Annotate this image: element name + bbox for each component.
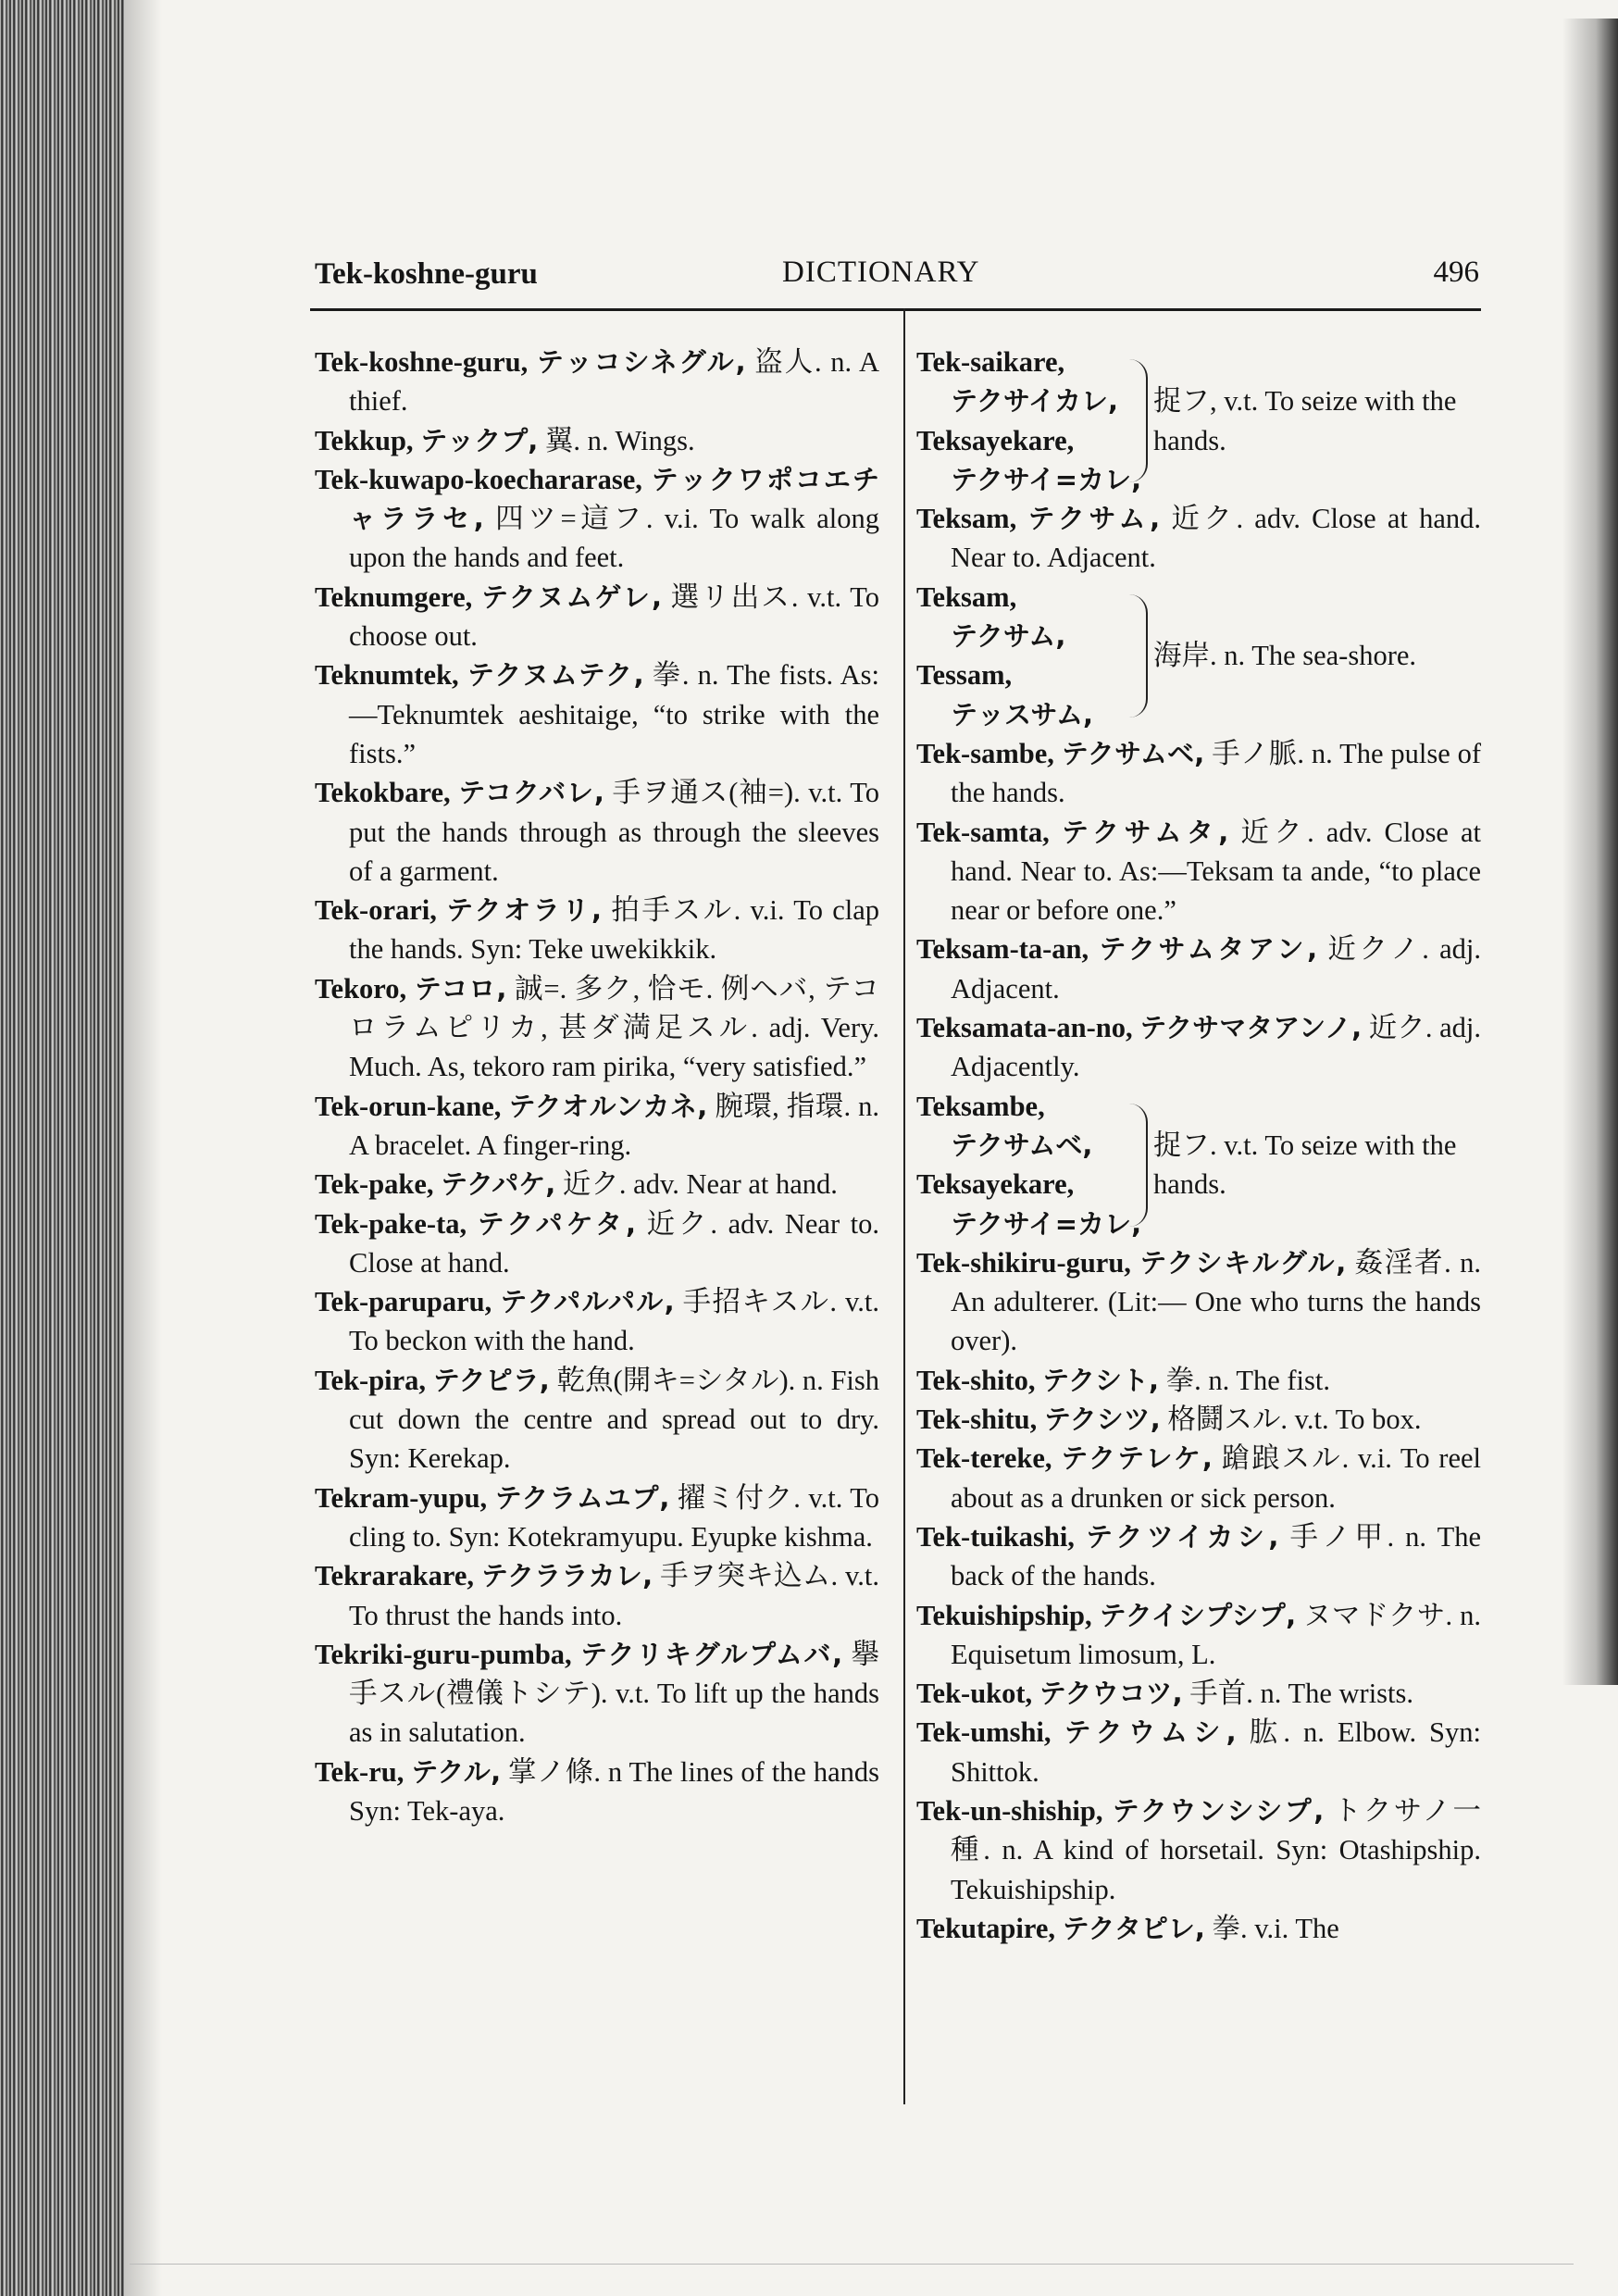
kana-reading: テクピラ, <box>432 1364 550 1396</box>
definition: 翼. n. Wings. <box>544 424 695 456</box>
running-header <box>315 248 1481 304</box>
definition: 姦淫者. n. An adulterer. (Lit:— One who turns the hands over). <box>951 1246 1482 1357</box>
kana-reading: テクパルパル, <box>500 1286 675 1318</box>
dictionary-entry <box>315 1635 879 1753</box>
kana-reading: テクサイ=カレ, <box>951 463 1142 495</box>
dictionary-entry <box>916 1909 1481 1948</box>
headword: Tek-pake-ta, <box>315 1207 467 1240</box>
headword: Tek-tereke, <box>916 1442 1052 1475</box>
definition: 格鬪スル. v.t. To box. <box>1167 1404 1422 1436</box>
dictionary-entry <box>315 773 879 891</box>
braced-entry-group <box>916 1087 1481 1243</box>
headword: Tek-shikiru-guru, <box>916 1246 1131 1279</box>
headword: Teksayekare, <box>916 424 1075 456</box>
entry-list <box>916 1243 1481 1948</box>
kana-reading: テッコシネグル, <box>536 346 746 378</box>
left-column <box>315 343 879 1830</box>
definition: 腕環, 指環. n. A bracelet. A finger-ring. <box>349 1090 880 1161</box>
dictionary-entry <box>315 891 879 969</box>
definition: 近ク. adv. Close at hand. Near to. As:—Teksam ta ande, “to place near or before one.” <box>951 816 1482 927</box>
dictionary-entry <box>315 1556 879 1635</box>
dictionary-entry <box>315 1361 879 1479</box>
dictionary-entry <box>916 1713 1481 1791</box>
dictionary-entry <box>916 1596 1481 1675</box>
headword: Teknumgere, <box>315 580 473 613</box>
kana-reading: テクイシプシプ, <box>1099 1599 1297 1631</box>
headword: Tek-pira, <box>315 1364 427 1396</box>
headword: Teksamata-an-no, <box>916 1012 1133 1044</box>
dictionary-entry <box>315 1204 879 1283</box>
definition: 拳. n. The fist. <box>1165 1364 1330 1396</box>
headword: Tek-kuwapo-koechararase, <box>315 463 642 495</box>
headword: Tekkup, <box>315 424 414 456</box>
book-binding-scan-edge <box>0 0 125 2296</box>
headword: Teksayekare, <box>916 1168 1075 1201</box>
kana-reading: テコクバレ, <box>458 777 604 809</box>
page-number: 496 <box>1433 256 1479 289</box>
dictionary-entry <box>916 1674 1481 1713</box>
kana-reading: テクヌムテク, <box>467 659 644 692</box>
definition: ヌマドクサ. n. Equisetum limosum, L. <box>951 1599 1482 1670</box>
kana-reading: テクパケ, <box>441 1168 556 1201</box>
headword: Tekuishipship, <box>916 1599 1092 1631</box>
dictionary-entry <box>916 930 1481 1008</box>
kana-reading: テクサムベ, <box>951 1129 1093 1161</box>
kana-reading: テクウコツ, <box>1039 1678 1183 1710</box>
headword: Teksam, <box>916 503 1017 535</box>
brace <box>1129 1104 1148 1227</box>
page-edge-shadow <box>1562 19 1618 1685</box>
kana-reading: テクシキルグル, <box>1139 1246 1347 1279</box>
kana-reading: テクサムタ, <box>1061 816 1229 848</box>
definition: トクサノ一種. n. A kind of horsetail. Syn: Otashipship. Tekuishipship. <box>951 1794 1481 1905</box>
definition: 拍手スル. v.i. To clap the hands. Syn: Teke uwekikkik. <box>349 894 879 966</box>
definition: 近クノ. adj. Adjacent. <box>951 933 1481 1004</box>
kana-reading: テクウンシシプ, <box>1112 1794 1325 1827</box>
headword: Tekram-yupu, <box>315 1481 488 1514</box>
dictionary-entry <box>916 734 1481 813</box>
kana-reading: テクタピレ, <box>1062 1912 1205 1944</box>
definition: 近ク. adj. Adjacently. <box>951 1012 1482 1083</box>
kana-reading: テコロ, <box>414 972 507 1004</box>
headword: Tek-ukot, <box>916 1678 1033 1710</box>
kana-reading: テクララカレ, <box>480 1560 653 1592</box>
headword: Tek-samta, <box>916 816 1050 848</box>
definition: 手ノ甲. n. The back of the hands. <box>951 1520 1482 1592</box>
dictionary-entry <box>916 1243 1481 1361</box>
kana-reading: テクサム, <box>1027 503 1161 535</box>
kana-reading: テックワポコエチャララセ, <box>349 463 879 535</box>
kana-reading: テクツイカシ, <box>1086 1520 1279 1553</box>
kana-reading: テクウムシ, <box>1064 1716 1237 1749</box>
definition: 手ヲ通ス(袖=). v.t. To put the hands through as through the sleeves of a garment. <box>349 777 880 887</box>
brace <box>1129 594 1148 718</box>
headword: Tek-orun-kane, <box>315 1090 502 1122</box>
definition: 擢ミ付ク. v.t. To cling to. Syn: Kotekramyupu. Eyupke kishma. <box>349 1481 880 1553</box>
headword: Tek-ru, <box>315 1755 404 1788</box>
kana-reading: テクサムタアン, <box>1099 933 1318 966</box>
dictionary-entry <box>315 969 879 1087</box>
headword: Tekokbare, <box>315 777 451 809</box>
dictionary-entry <box>916 499 1481 578</box>
headword: Tek-sambe, <box>916 737 1054 769</box>
kana-reading: テッスサム, <box>951 698 1093 730</box>
right-column <box>916 343 1481 1948</box>
headword: Tek-shito, <box>916 1364 1036 1396</box>
headword: Tek-koshne-guru, <box>315 346 529 378</box>
dictionary-entry <box>315 1165 879 1204</box>
definition: 拳. n. The fists. As:—Teknumtek aeshitaige, “to strike with the fists.” <box>349 659 880 769</box>
headword: Teksam-ta-an, <box>916 933 1089 966</box>
definition: 誠=. 多ク, 恰モ. 例ヘバ, テコロラムピリカ, 甚ダ満足スル. adj. Very. Much. As, tekoro ram pirika, “very satisfied.” <box>349 972 880 1083</box>
definition: 拳. v.i. The <box>1212 1912 1339 1944</box>
headword: Teknumtek, <box>315 659 459 692</box>
header-rule <box>310 308 1481 311</box>
kana-reading: テクサマタアンノ, <box>1139 1012 1363 1044</box>
definition: 手首. n. The wrists. <box>1189 1678 1414 1710</box>
dictionary-entry <box>916 1791 1481 1909</box>
definition: 捉フ, v.t. To seize with the hands. <box>1153 385 1457 456</box>
headword: Tekriki-guru-pumba, <box>315 1638 572 1670</box>
guide-word: Tek-koshne-guru <box>315 257 538 291</box>
headword: Tek-umshi, <box>916 1716 1052 1749</box>
entry-list <box>916 734 1481 1087</box>
headword: Tek-saikare, <box>916 346 1065 378</box>
kana-reading: テクテレケ, <box>1061 1442 1213 1475</box>
definition: 擧手スル(禮儀トシテ). v.t. To lift up the hands as in salutation. <box>349 1638 880 1749</box>
definition: 乾魚(開キ=シタル). n. Fish cut down the centre and spread out to dry. Syn: Kerekap. <box>349 1364 880 1475</box>
dictionary-entry <box>315 421 879 460</box>
headword: Tek-tuikashi, <box>916 1520 1075 1553</box>
definition: 手招キスル. v.t. To beckon with the hand. <box>349 1286 879 1357</box>
headword: Tekutapire, <box>916 1912 1055 1944</box>
headword: Tekoro, <box>315 972 407 1004</box>
braced-entry-group <box>916 343 1481 499</box>
dictionary-entry <box>315 1282 879 1361</box>
kana-reading: テクル, <box>411 1755 502 1788</box>
definition: 掌ノ條. n The lines of the hands Syn: Tek-aya. <box>349 1755 880 1827</box>
definition: 近ク. adv. Near to. Close at hand. <box>349 1207 880 1279</box>
kana-reading: テクサム, <box>951 620 1066 653</box>
kana-reading: テクラムユプ, <box>494 1481 670 1514</box>
definition: 手ヲ突キ込ム. v.t. To thrust the hands into. <box>349 1560 880 1631</box>
headword: Tek-pake, <box>315 1168 434 1201</box>
headword: Tek-orari, <box>315 894 437 927</box>
kana-reading: テクサイカレ, <box>951 385 1118 418</box>
kana-reading: テクサムベ, <box>1061 737 1205 769</box>
definition: 盗人. n. A thief. <box>349 346 880 418</box>
gutter-shadow <box>125 0 162 2296</box>
kana-reading: テクヌムゲレ, <box>480 580 662 613</box>
dictionary-entry <box>315 1479 879 1557</box>
headword: Teksam, <box>916 580 1017 613</box>
dictionary-entry <box>315 578 879 656</box>
dictionary-entry <box>315 1087 879 1166</box>
column-divider <box>903 308 905 2104</box>
definition: 選リ出ス. v.t. To choose out. <box>349 580 879 653</box>
braced-entry-group <box>916 578 1481 734</box>
dictionary-entry <box>916 1008 1481 1087</box>
page-bottom-edge <box>130 2264 1574 2265</box>
dictionary-entry <box>916 1400 1481 1439</box>
headword: Tek-un-shiship, <box>916 1794 1103 1827</box>
headword: Teksambe, <box>916 1090 1045 1122</box>
dictionary-entry <box>916 1361 1481 1400</box>
definition: 四ツ=這フ. v.i. To walk along upon the hands and feet. <box>349 503 879 574</box>
kana-reading: テクリキグルプムバ, <box>580 1638 843 1670</box>
headword: Tek-shitu, <box>916 1404 1038 1436</box>
kana-reading: テクオラリ, <box>446 894 603 927</box>
kana-reading: テクシト, <box>1042 1364 1160 1396</box>
dictionary-entry <box>315 655 879 773</box>
dictionary-entry <box>315 343 879 421</box>
dictionary-entry <box>916 813 1481 930</box>
definition: 肱. n. Elbow. Syn: Shittok. <box>951 1716 1481 1788</box>
kana-reading: テクオルンカネ, <box>508 1090 708 1122</box>
page-title: DICTIONARY <box>782 256 980 289</box>
definition: 手ノ脈. n. The pulse of the hands. <box>951 737 1482 809</box>
kana-reading: テクパケタ, <box>477 1207 636 1240</box>
headword: Tekrarakare, <box>315 1560 474 1592</box>
dictionary-entry <box>916 1517 1481 1596</box>
kana-reading: テクサイ=カレ, <box>951 1207 1142 1240</box>
definition: 海岸. n. The sea-shore. <box>1153 640 1417 672</box>
brace <box>1129 359 1148 482</box>
headword: Tek-paruparu, <box>315 1286 492 1318</box>
kana-reading: テクシツ, <box>1043 1404 1161 1436</box>
dictionary-entry <box>315 1753 879 1831</box>
headword: Tessam, <box>916 659 1013 692</box>
dictionary-entry <box>916 1439 1481 1517</box>
definition: 近ク. adv. Close at hand. Near to. Adjacent. <box>951 503 1481 574</box>
kana-reading: テックプ, <box>420 424 539 456</box>
definition: 蹌踉スル. v.i. To reel about as a drunken or sick person. <box>951 1442 1482 1514</box>
dictionary-entry <box>315 460 879 578</box>
definition: 捉フ. v.t. To seize with the hands. <box>1153 1129 1457 1201</box>
definition: 近ク. adv. Near at hand. <box>562 1168 838 1201</box>
